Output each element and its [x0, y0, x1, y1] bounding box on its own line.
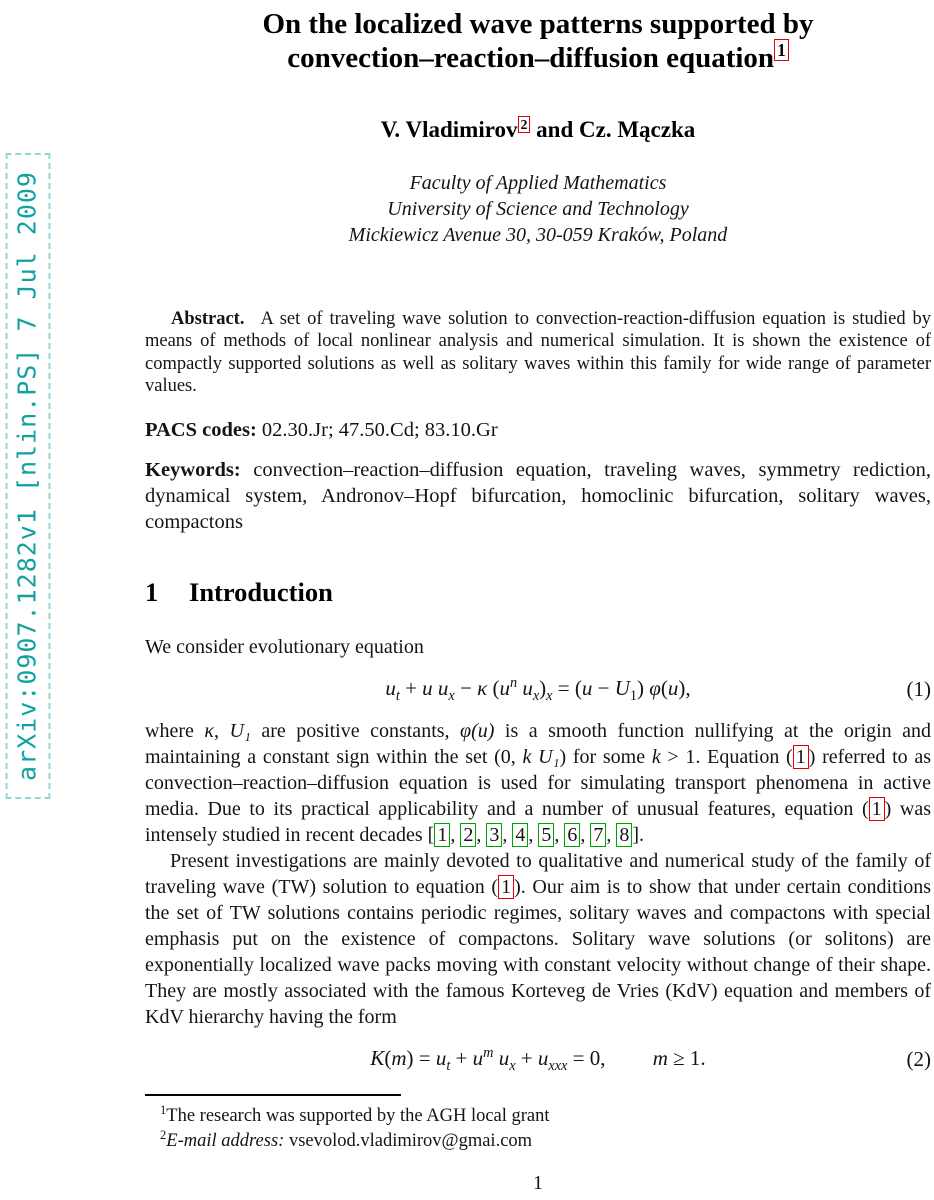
- section-number: 1: [145, 577, 159, 608]
- footnote-1-text: The research was supported by the AGH local grant: [166, 1106, 550, 1127]
- abstract-label: Abstract.: [171, 309, 245, 330]
- paragraph-2: Present investigations are mainly devoted to qualitative and numerical study of the family of traveling wave (TW) solution to equation ( 1 ). Our aim is to show that under certain conditions the set of TW solutions contains periodic regimes, solitary waves and compactons with special emphasis put on the existence of compactons. Solitary wave solutions (or solitons) are exponentially localized wave packs moving with constant velocity without change of their shape. They are mostly associated with the famous Korteveg de Vries (KdV) equation and members of KdV hierarchy having the form: [145, 850, 932, 1029]
- paper-content: [145, 0, 932, 1152]
- arxiv-id-label: arXiv:0907.1282v1 [nlin.PS] 7 Jul 2009: [12, 171, 42, 781]
- footnote-1: [145, 1103, 931, 1128]
- authors-line: [145, 117, 931, 143]
- paper-title: [145, 8, 931, 75]
- abstract: [145, 308, 931, 397]
- equation-2-number: (2): [906, 1047, 931, 1072]
- citation-ref[interactable]: 3: [486, 823, 502, 847]
- equation-ref[interactable]: 1: [869, 797, 885, 821]
- footnote-2-marker: 2: [160, 1128, 167, 1143]
- paragraph-intro-lead: We consider evolutionary equation: [145, 636, 424, 659]
- pacs-text: 02.30.Jr; 47.50.Cd; 83.10.Gr: [261, 419, 498, 441]
- inline-math: U₁: [229, 720, 251, 743]
- title-footnote-ref[interactable]: 1: [774, 39, 789, 61]
- citation-ref[interactable]: 1: [434, 823, 450, 847]
- section-heading-introduction: [145, 577, 931, 608]
- keywords-text: convection–reaction–diffusion equation, traveling waves, symmetry rediction, dynamical system, Andronov–Hopf bifurcation, homoclinic bifurcation, solitary waves, compactons: [145, 459, 932, 534]
- paragraph-1: where κ, U₁ are positive constants, φ(u) is a smooth function nullifying at the origin and maintaining a constant sign within the set (0, k U₁) for some k > 1. Equation ( 1 ) referred to as convection–reaction–diffusion equation is used for simulating transport phenomena in active media. Due to its practical applicability and a number of unusual features, equation ( 1 ) was intensely studied in recent decades [ 1 , 2 , 3 , 4 , 5 , 6 , 7 , 8 ].: [145, 720, 932, 847]
- citation-ref[interactable]: 7: [590, 823, 606, 847]
- equation-2-body: $K(m) = u_t + u^m$ $u_x + u_{xxx} = 0$, m ≥ 1.: [370, 1045, 706, 1075]
- abstract-text: A set of traveling wave solution to convection-reaction-diffusion equation is studied by means of methods of local nonlinear analysis and numerical simulation. It is shown the existence of compactly supported solutions as well as solitary waves within this family for wide range of parameter values.: [145, 309, 931, 396]
- equation-1-number: (1): [906, 677, 931, 702]
- pacs-line: [145, 417, 931, 443]
- equation-ref[interactable]: 1: [498, 875, 514, 899]
- inline-math: k: [651, 746, 661, 769]
- page-number: 1: [533, 1172, 543, 1194]
- arxiv-watermark: [6, 153, 51, 799]
- citation-ref[interactable]: 6: [564, 823, 580, 847]
- equation-ref[interactable]: 1: [793, 745, 809, 769]
- footnotes: [145, 1094, 931, 1154]
- pacs-label: PACS codes:: [145, 419, 257, 441]
- inline-math: κ: [204, 720, 214, 743]
- author-name: V. Vladimirov: [380, 117, 518, 143]
- inline-math: k U₁: [522, 746, 560, 769]
- keywords-label: Keywords:: [145, 459, 241, 482]
- affiliation-block: [145, 170, 931, 248]
- inline-math: φ(u): [460, 720, 495, 743]
- footnote-1-marker: 1: [160, 1103, 167, 1117]
- citation-ref[interactable]: 2: [460, 823, 476, 847]
- citation-ref[interactable]: 5: [538, 823, 554, 847]
- footnote-2: [145, 1128, 931, 1153]
- citation-ref[interactable]: 4: [512, 823, 528, 847]
- equation-1-body: $u_t + u$ $u_x - \kappa$ ($u^n$ $u_x)_x = (u - U_1)$ φ(u),: [385, 675, 691, 705]
- author-footnote-ref[interactable]: 2: [518, 116, 531, 133]
- footnote-2-label: E-mail address:: [166, 1131, 285, 1152]
- keywords-line: [145, 457, 931, 535]
- title-line-2: convection–reaction–diffusion equation: [287, 41, 775, 74]
- citation-ref[interactable]: 8: [616, 823, 632, 847]
- title-line-1: On the localized wave patterns supported by: [262, 8, 814, 40]
- author-rest: and Cz. Mączka: [530, 117, 696, 143]
- equation-2: [145, 1045, 931, 1075]
- affiliation-line-1: Faculty of Applied Mathematics: [409, 172, 667, 195]
- equation-1: [145, 675, 931, 705]
- footnote-rule: [145, 1094, 401, 1096]
- affiliation-line-3: Mickiewicz Avenue 30, 30-059 Kraków, Poland: [348, 224, 728, 247]
- footnote-2-text: vsevolod.vladimirov@gmai.com: [284, 1131, 533, 1152]
- section-title: Introduction: [189, 577, 333, 608]
- affiliation-line-2: University of Science and Technology: [387, 198, 689, 221]
